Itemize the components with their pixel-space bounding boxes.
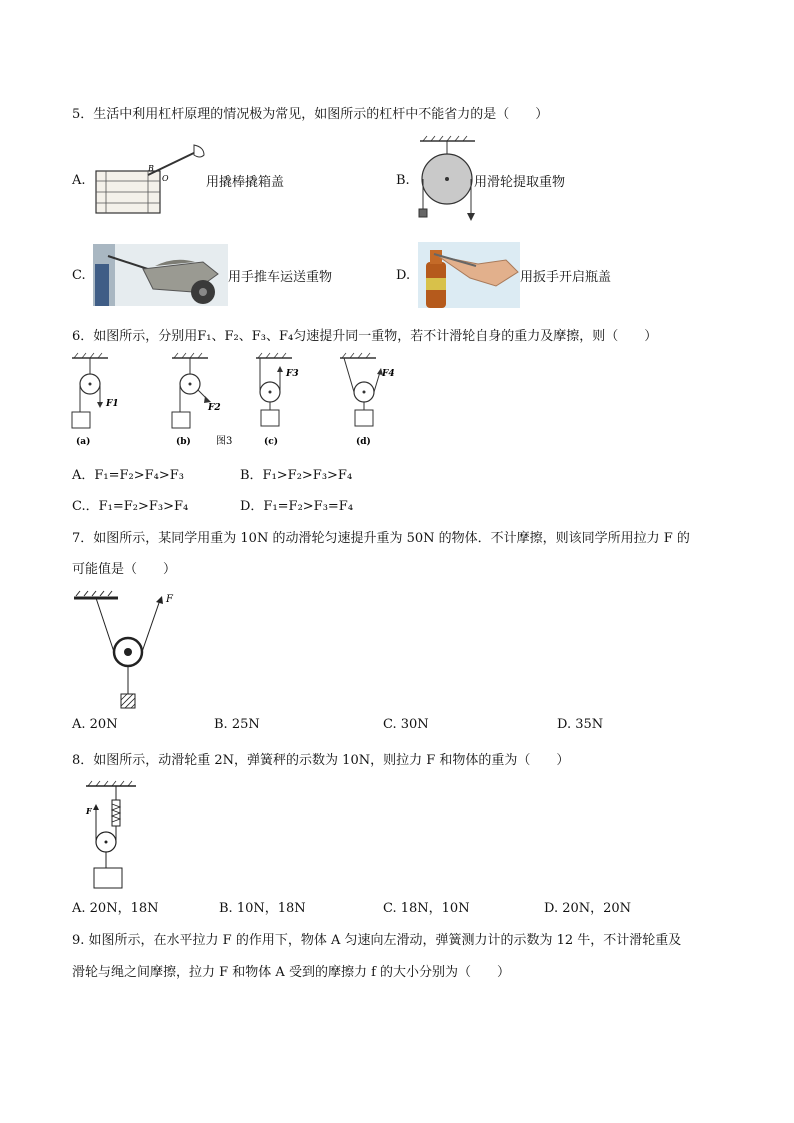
force-label-f3: F3	[286, 369, 299, 379]
q8-option-a: A. 20N，18N	[72, 901, 159, 916]
q7-option-d: D. 35N	[557, 717, 604, 732]
q7-stem-line2: 可能值是（ ）	[72, 562, 177, 577]
crowbar-label-b: B	[148, 164, 154, 173]
panel-label-b: (b)	[176, 437, 191, 447]
figure-caption: 图3	[216, 436, 233, 447]
bottle-opener-photo	[418, 242, 520, 308]
panel-label-c: (c)	[264, 437, 278, 447]
force-label-f4: F4	[382, 369, 395, 379]
crowbar-label-o: O	[162, 174, 169, 183]
q6-option-d: D．F₁=F₂>F₃=F₄	[240, 499, 354, 514]
force-label-f1: F1	[106, 399, 119, 409]
q5-option-d-letter: D.	[396, 268, 411, 283]
panel-b-fixed-pulley	[172, 353, 232, 447]
q8-force-label: F	[86, 806, 92, 816]
q7-stem-line1: 7．如图所示，某同学用重为 10N 的动滑轮匀速提升重为 50N 的物体．不计摩擦，则该同学所用拉力 F 的	[72, 531, 690, 546]
q8-stem: 8．如图所示，动滑轮重 2N，弹簧秤的示数为 10N，则拉力 F 和物体的重为（ ）	[72, 753, 570, 768]
q5-option-c-caption: 用手推车运送重物	[228, 270, 333, 285]
fixed-pulley-figure	[415, 135, 480, 225]
q7-option-c: C. 30N	[383, 717, 429, 732]
panel-label-d: (d)	[356, 437, 371, 447]
q5-option-c-letter: C.	[72, 268, 86, 283]
q7-option-b: B. 25N	[214, 717, 260, 732]
q8-option-c: C. 18N，10N	[383, 901, 470, 916]
q6-stem: 6．如图所示，分别用F₁、F₂、F₃、F₄匀速提升同一重物，若不计滑轮自身的重力及摩擦，则（ ）	[72, 329, 658, 344]
q6-option-c: C.．F₁=F₂>F₃>F₄	[72, 499, 189, 514]
q5-option-d-caption: 用扳手开启瓶盖	[520, 270, 612, 285]
q8-spring-scale-pulley-figure	[82, 778, 142, 893]
wheelbarrow-photo	[93, 244, 228, 306]
q9-stem-line2: 滑轮与绳之间摩擦，拉力 F 和物体 A 受到的摩擦力 f 的大小分别为（ ）	[72, 965, 511, 980]
q7-option-a: A. 20N	[72, 717, 118, 732]
q5-option-a-caption: 用撬棒撬箱盖	[206, 175, 285, 190]
q5-option-b-letter: B.	[396, 173, 410, 188]
q6-option-a: A．F₁=F₂>F₄>F₃	[72, 468, 184, 483]
panel-a-fixed-pulley	[72, 353, 119, 447]
q5-option-a-letter: A.	[72, 173, 86, 188]
q5-option-b-caption: 用滑轮提取重物	[474, 175, 566, 190]
q8-option-b: B. 10N，18N	[219, 901, 306, 916]
q6-pulley-figures	[60, 352, 395, 452]
panel-label-a: (a)	[76, 437, 91, 447]
q6-option-b: B．F₁>F₂>F₃>F₄	[240, 468, 353, 483]
q5-stem: 5．生活中利用杠杆原理的情况极为常见，如图所示的杠杆中不能省力的是（ ）	[72, 107, 549, 122]
crowbar-crate-figure	[90, 143, 210, 218]
q9-stem-line1: 9. 如图所示，在水平拉力 F 的作用下，物体 A 匀速向左滑动，弹簧测力计的示数为 12 牛，不计滑轮重及	[72, 933, 682, 948]
panel-c-movable-pulley	[256, 353, 299, 447]
q8-option-d: D. 20N，20N	[544, 901, 632, 916]
q7-movable-pulley-figure	[70, 588, 190, 713]
q7-force-label: F	[166, 594, 173, 605]
force-label-f2: F2	[208, 403, 221, 413]
panel-d-movable-pulley	[340, 353, 395, 447]
